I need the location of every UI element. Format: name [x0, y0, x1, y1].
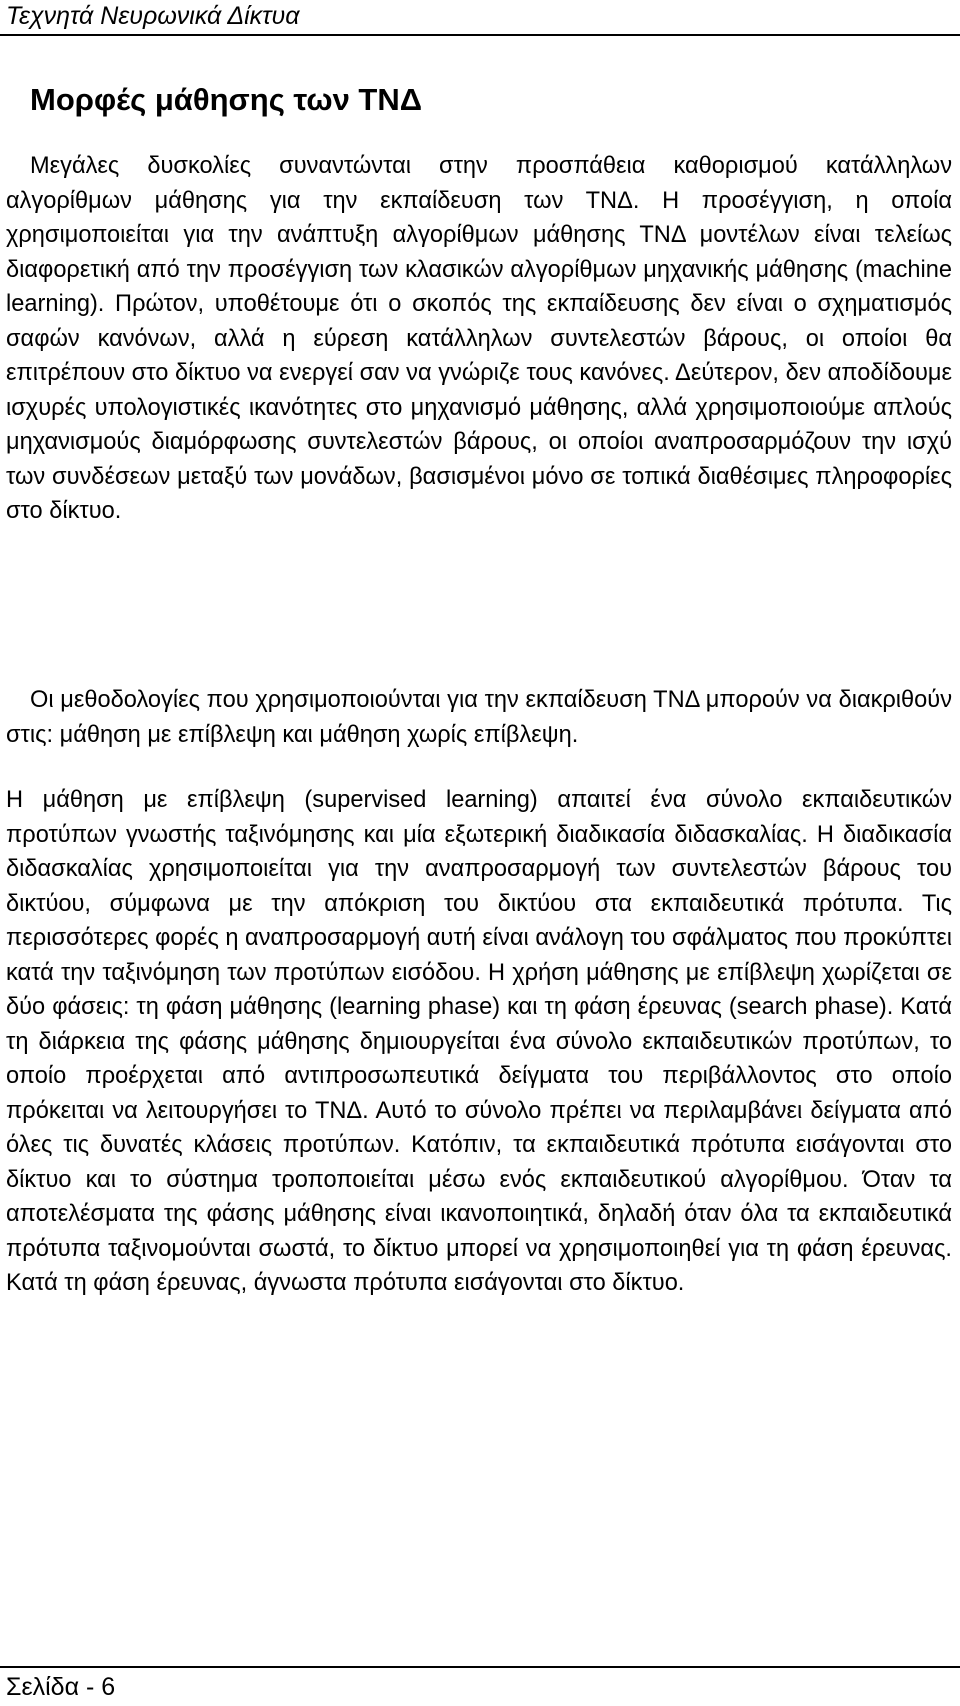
paragraph-training-methodologies: Οι μεθοδολογίες που χρησιμοποιούνται για την εκπαίδευση ΤΝΔ μπορούν να διακριθούν στις: μάθηση με επίβλεψη και μάθηση χωρίς επίβλεψη.: [6, 687, 952, 748]
running-header: Τεχνητά Νευρωνικά Δίκτυα: [6, 2, 300, 30]
paragraph-supervised-learning: Η μάθηση με επίβλεψη (supervised learning) απαιτεί ένα σύνολο εκπαιδευτικών προτύπων γνωστής ταξινόμησης και μία εξωτερική διαδικασία διδασκαλίας. Η διαδικασία διδασκαλίας χρησιμοποιείται για την αναπροσαρμογή των συντελεστών βάρους του δικτύου, σύμφωνα με την απόκριση του δικτύου στα εκπαιδευτικά πρότυπα. Τις περισσότερες φορές η αναπροσαρμογή αυτή είναι ανάλογη του σφάλματος που προκύπτει κατά την ταξινόμηση των προτύπων εισόδου. Η χρήση μάθησης με επίβλεψη χωρίζεται σε δύο φάσεις: τη φάση μάθησης (learning phase) και τη φάση έρευνας (search phase). Κατά τη διάρκεια της φάσης μάθησης δημιουργείται ένα σύνολο εκπαιδευτικών προτύπων, το οποίο προέρχεται από αντιπροσωπευτικά δείγματα του περιβάλλοντος στο οποίο πρόκειται να λειτουργήσει το ΤΝΔ. Αυτό το σύνολο πρέπει να περιλαμβάνει δείγματα από όλες τις δυνατές κλάσεις προτύπων. Κατόπιν, τα εκπαιδευτικά πρότυπα εισάγονται στο δίκτυο και το σύστημα τροποποιείται μέσω ενός εκπαιδευτικού αλγορίθμου. Όταν τα αποτελέσματα της φάσης μάθησης είναι ικανοποιητικά, δηλαδή όταν όλα τα εκπαιδευτικά πρότυπα ταξινομούνται σωστά, το δίκτυο μπορεί να χρησιμοποιηθεί για τη φάση έρευνας. Κατά τη φάση έρευνας, άγνωστα πρότυπα εισάγονται στο δίκτυο.: [6, 787, 952, 1296]
header-divider: [0, 34, 960, 36]
page-number: Σελίδα - 6: [6, 1673, 116, 1701]
paragraph-learning-algorithms: Μεγάλες δυσκολίες συναντώνται στην προσπάθεια καθορισμού κατάλληλων αλγορίθμων μάθησης για την εκπαίδευση των ΤΝΔ. Η προσέγγιση, η οποία χρησιμοποιείται για την ανάπτυξη αλγορίθμων μάθησης ΤΝΔ μοντέλων είναι τελείως διαφορετική από την προσέγγιση των κλασικών αλγορίθμων μηχανικής μάθησης (machine learning). Πρώτον, υποθέτουμε ότι ο σκοπός της εκπαίδευσης δεν είναι ο σχηματισμός σαφών κανόνων, αλλά η εύρεση κατάλληλων συντελεστών βάρους, οι οποίοι θα επιτρέπουν στο δίκτυο να ενεργεί σαν να γνώριζε τους κανόνες. Δεύτερον, δεν αποδίδουμε ισχυρές υπολογιστικές ικανότητες στο μηχανισμό μάθησης, αλλά χρησιμοποιούμε απλούς μηχανισμούς διαμόρφωσης συντελεστών βάρους, οι οποίοι αναπροσαρμόζουν την ισχύ των συνδέσεων μεταξύ των μονάδων, βασισμένοι μόνο σε τοπικά διαθέσιμες πληροφορίες στο δίκτυο.: [6, 153, 952, 524]
footer-divider: [0, 1666, 960, 1668]
section-title: Μορφές μάθησης των ΤΝΔ: [30, 82, 423, 117]
